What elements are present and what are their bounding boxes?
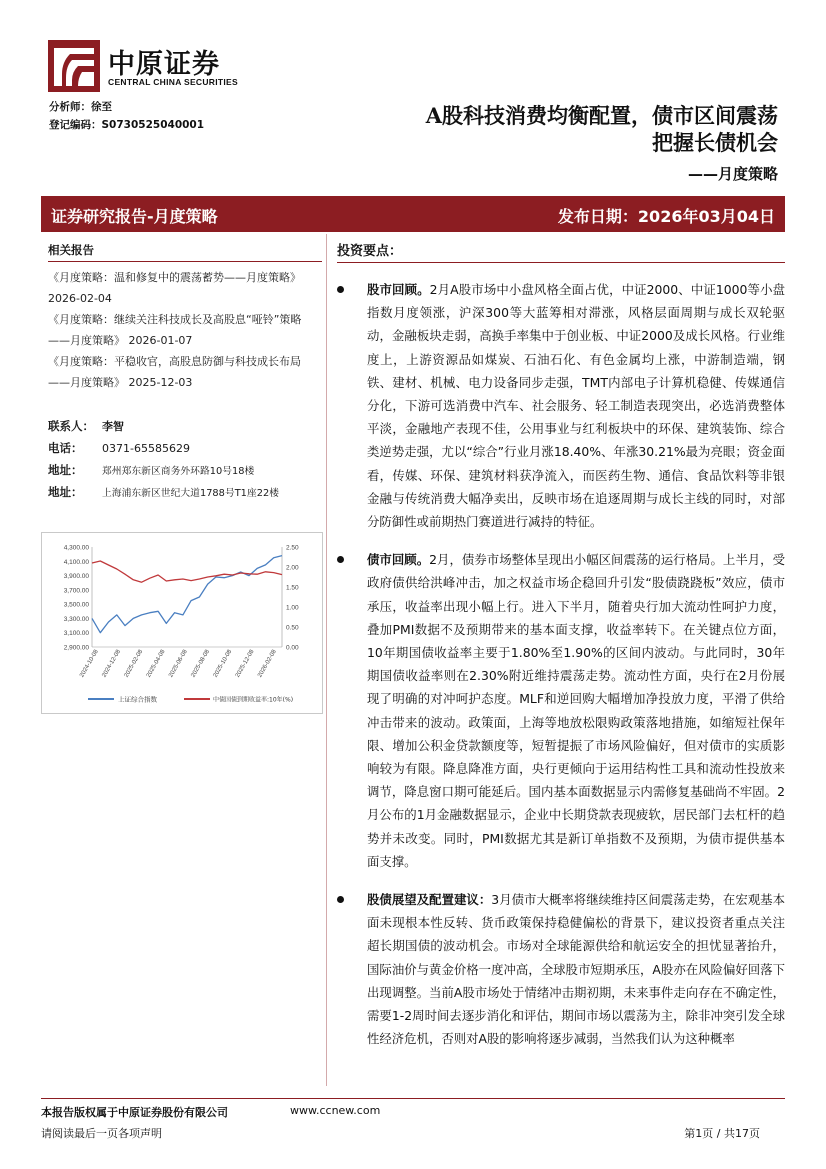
- analyst-name: 分析师：徐至: [49, 101, 112, 113]
- chart-svg: [42, 533, 322, 713]
- contact-phone-value: 0371-65585629: [102, 442, 190, 455]
- report-banner: [41, 196, 785, 232]
- contact-person: [48, 418, 124, 434]
- bullet-outlook: [337, 888, 785, 1050]
- report-title-line2: 把握长债机会: [652, 130, 778, 155]
- contact-address-1: [48, 462, 254, 478]
- bullet-stock-review: [337, 278, 785, 533]
- market-chart: [41, 532, 323, 714]
- chart-ytick-right: 1.50: [286, 584, 299, 592]
- chart-xtick: 2025-10-08: [212, 649, 234, 679]
- footer-disclaimer: 请阅读最后一页各项声明: [41, 1127, 162, 1140]
- chart-ytick-right: 1.00: [286, 604, 299, 612]
- report-subtitle: ——月度策略: [687, 165, 778, 183]
- legend-label-index: 上证综合指数: [118, 695, 157, 704]
- chart-xtick: 2025-04-08: [145, 649, 167, 679]
- contact-phone-label: 电话：: [48, 441, 83, 455]
- related-list: [48, 267, 322, 393]
- chart-ytick-right: 2.00: [286, 564, 299, 572]
- contact-address-label: 地址：: [48, 485, 83, 499]
- points-heading: 投资要点：: [337, 240, 785, 263]
- footer-website[interactable]: www.ccnew.com: [290, 1104, 381, 1117]
- bullet-text: 2月A股市场中小盘风格全面占优，中证2000、中证1000等小盘指数月度领涨，沪深300等大蓝筹相对滞涨，风格层面周期与成长双轮驱动，金融板块走弱，高换手率集中于创业板、中证2000及成长风格。行业维度上，上游资源品如煤炭、石油石化、有色金属均上涨，中游制造端，钢铁、建材、机械、电力设备同步走强，TMT内部电子计算机稳健、传媒通信分化，下游可选消费中汽车、社会服务、轻工制造表现突出，必选消费整体平淡，金融地产表现不佳，公用事业与红利板块中的环保、建筑装饰、综合类逆势走强，尤以“综合”行业月涨18.40%、年涨30.21%最为亮眼；资金面看，传媒、环保、建筑材料获净流入，而医药生物、通信、食品饮料等非银金融与传统消费大幅净卖出，反映市场在追逐周期与成长主线的同时，对部分防御性或前期热门赛道进行减持的特征。: [367, 282, 785, 530]
- report-type: 证券研究报告-月度策略: [51, 207, 218, 226]
- chart-ytick-right: 0.00: [286, 644, 299, 652]
- chart-ytick-left: 3,500.00: [63, 601, 89, 609]
- chart-xtick: 2025-12-08: [234, 649, 256, 679]
- chart-xtick: 2025-06-08: [168, 649, 189, 679]
- related-item[interactable]: 《月度策略：平稳收官，高股息防御与科技成长布局——月度策略》 2025-12-03: [48, 355, 301, 389]
- contact-address-2: [48, 484, 279, 500]
- related-item[interactable]: 《月度策略：继续关注科技成长及高股息“哑铃”策略——月度策略》 2026-01-07: [48, 313, 302, 347]
- bullet-dot-icon: [337, 286, 344, 293]
- bullet-lead: 债市回顾。: [367, 552, 430, 568]
- chart-xtick: 2025-02-08: [123, 649, 145, 679]
- chart-ytick-left: 3,300.00: [63, 615, 89, 623]
- chart-xtick: 2024-12-08: [101, 649, 122, 679]
- contact-person-value: 李智: [102, 420, 124, 433]
- related-reports: [48, 242, 322, 393]
- publish-date: 发布日期：2026年03月04日: [557, 207, 775, 226]
- bullet-dot-icon: [337, 896, 344, 903]
- company-logo: [48, 40, 268, 92]
- bullet-lead: 股市回顾。: [367, 282, 430, 297]
- report-title-line1: A股科技消费均衡配置，债市区间震荡: [425, 103, 778, 128]
- bullet-text: 3月债市大概率将继续维持区间震荡走势，在宏观基本面未现根本性反转、货币政策保持稳健偏松的背景下，建议投资者重点关注超长期国债的波动机会。市场对全球能源供给和航运安全的担忧显著抬升，国际油价与黄金价格一度冲高，全球股市短期承压，A股亦在风险偏好回落下出现调整。当前A股市场处于情绪冲击期初期，未来事件走向存在不确定性，需要1-2周时间去逐步消化和评估，期间市场以震荡为主，除非冲突引发全球性经济危机，否则对A股的影响将逐步减弱，当然我们认为这种概率: [367, 892, 785, 1047]
- footer-copyright: 本报告版权属于中原证券股份有限公司: [41, 1106, 228, 1119]
- chart-ytick-left: 3,900.00: [63, 573, 89, 581]
- series-line-index: [92, 556, 282, 633]
- chart-ytick-left: 4,100.00: [63, 558, 89, 566]
- logo-text-en: CENTRAL CHINA SECURITIES: [108, 77, 238, 87]
- chart-ytick-left: 4,300.00: [63, 544, 89, 552]
- contact-address-value: 郑州郑东新区商务外环路10号18楼: [102, 466, 255, 477]
- bullet-lead: 股债展望及配置建议：: [367, 892, 492, 908]
- footer-rule: [41, 1098, 785, 1099]
- registration-code: 登记编码：S0730525040001: [49, 119, 205, 131]
- bullet-bond-review: [337, 548, 785, 873]
- related-heading: 相关报告: [48, 242, 322, 262]
- bullet-text: 2月，债券市场整体呈现出小幅区间震荡的运行格局。上半月，受政府债供给洪峰冲击，加之权益市场企稳回升引发“股债跷跷板”效应，债市承压，收益率出现小幅上行。进入下半月，随着央行加大流动性呵护力度，叠加PMI数据不及预期带来的基本面支撑，收益率转下。在关键点位方面，10年期国债收益率主要于1.80%至1.90%的区间内波动。与此同时，30年期国债收益率则在2.30%附近维持震荡走势。流动性方面，央行在2月份展现了明确的对冲呵护态度。MLF和逆回购大幅增加净投放力度，平滑了供给冲击带来的波动。政策面，上海等地放松限购政策落地措施，如缩短社保年限、增加公积金贷款额度等，短暂提振了市场风险偏好，但对债市的实质影响较为有限。降息降准方面，央行更倾向于运用结构性工具和流动性投放来调节，降息窗口期可能延后。国内基本面数据显示内需修复基础尚不牢固。2月公布的1月金融数据显示，企业中长期贷款表现疲软，居民部门去杠杆的趋势并未改变。同时，PMI数据尤其是新订单指数不及预期，为债市提供基本面支撑。: [367, 552, 785, 869]
- chart-ytick-left: 2,900.00: [63, 644, 89, 652]
- legend-label-yield: 中债国债到期收益率:10年(%): [213, 696, 294, 704]
- footer-page-number: 第1页 / 共17页: [684, 1127, 760, 1140]
- contact-phone: [48, 440, 190, 456]
- chart-xtick: 2024-10-08: [79, 649, 100, 679]
- bullet-dot-icon: [337, 556, 344, 563]
- chart-ytick-right: 2.50: [286, 544, 299, 552]
- contact-address-value: 上海浦东新区世纪大道1788号T1座22楼: [102, 488, 279, 499]
- chart-xtick: 2025-08-08: [190, 649, 211, 679]
- contact-person-label: 联系人：: [48, 419, 94, 433]
- column-divider: [326, 234, 327, 1086]
- chart-ytick-left: 3,100.00: [63, 630, 89, 638]
- related-item[interactable]: 《月度策略：温和修复中的震荡蓄势——月度策略》 2026-02-04: [48, 271, 301, 305]
- chart-ytick-right: 0.50: [286, 624, 299, 632]
- logo-mark-icon: [48, 40, 100, 92]
- logo-text-cn: 中原证券: [108, 49, 220, 80]
- contact-address-label: 地址：: [48, 463, 83, 477]
- chart-ytick-left: 3,700.00: [63, 587, 89, 595]
- chart-xtick: 2026-02-08: [257, 649, 278, 679]
- investment-points: [337, 240, 785, 1051]
